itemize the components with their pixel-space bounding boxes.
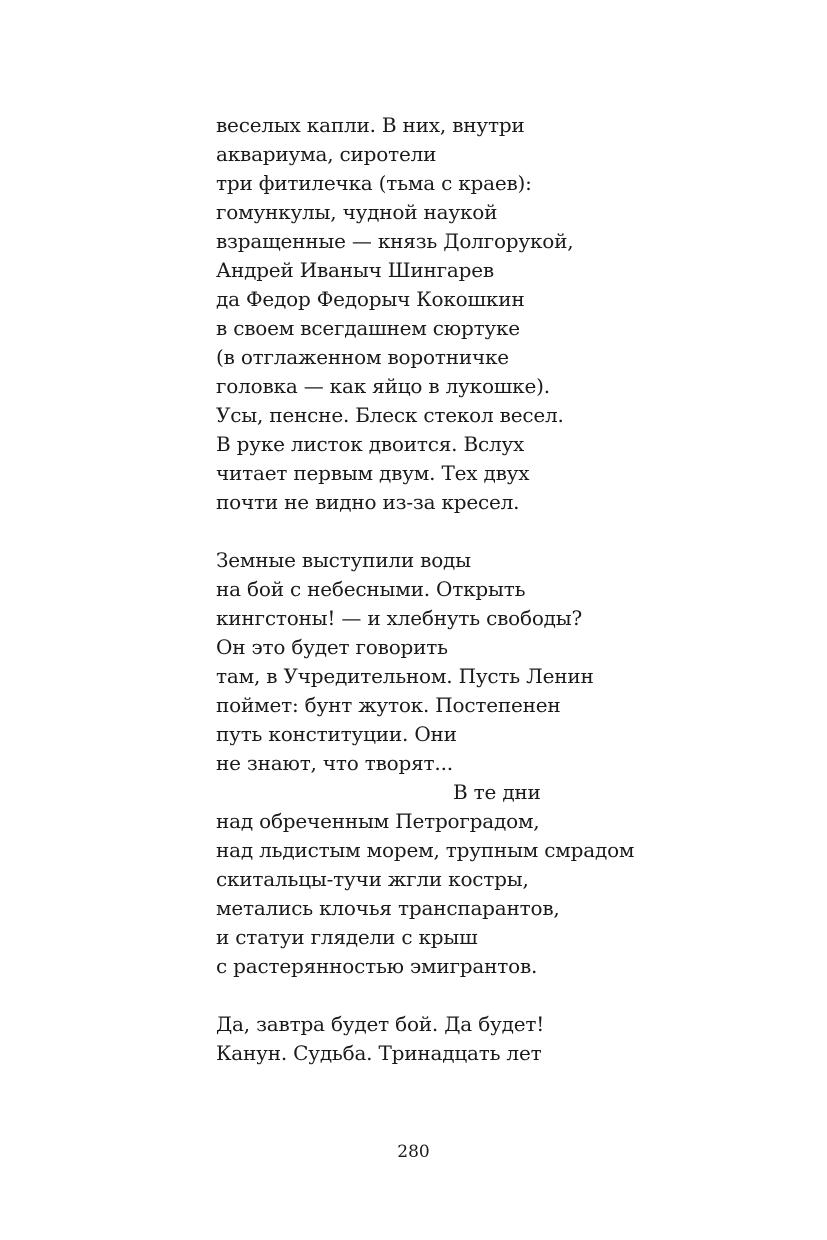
- poem-line: В руке листок двоится. Вслух: [216, 432, 525, 456]
- poem-line: почти не видно из-за кресел.: [216, 490, 520, 514]
- poem-line: Земные выступили воды: [216, 548, 471, 572]
- poem-line: в своем всегдашнем сюртуке: [216, 316, 520, 340]
- poem-line: аквариума, сиротели: [216, 142, 437, 166]
- poem-line: поймет: бунт жуток. Постепенен: [216, 693, 561, 717]
- poem-line: (в отглаженном воротничке: [216, 345, 509, 369]
- poem-line: три фитилечка (тьма с краев):: [216, 171, 532, 195]
- poem-line: Усы, пенсне. Блеск стекол весел.: [216, 403, 564, 427]
- poem-line: головка — как яйцо в лукошке).: [216, 374, 550, 398]
- stanza: [216, 546, 776, 981]
- poem-line: Да, завтра будет бой. Да будет!: [216, 1012, 545, 1036]
- poem-line: с растерянностью эмигрантов.: [216, 954, 538, 978]
- poem-line: да Федор Федорыч Кокошкин: [216, 287, 525, 311]
- poem-line: читает первым двум. Тех двух: [216, 461, 530, 485]
- poem-line: там, в Учредительном. Пусть Ленин: [216, 664, 594, 688]
- page-number: 280: [397, 1142, 430, 1162]
- poem-line: над обреченным Петроградом,: [216, 809, 540, 833]
- poem-line: веселых капли. В них, внутри: [216, 113, 525, 137]
- poem-line: скитальцы-тучи жгли костры,: [216, 867, 529, 891]
- poem-line: Канун. Судьба. Тринадцать лет: [216, 1041, 542, 1065]
- poem-line: метались клочья транспарантов,: [216, 896, 560, 920]
- poem-line: В те дни: [453, 780, 541, 804]
- poem-line: Он это будет говорить: [216, 635, 448, 659]
- poem-line: Андрей Иваныч Шингарев: [216, 258, 494, 282]
- poem-line: над льдистым морем, трупным смрадом: [216, 838, 635, 862]
- poem-line: и статуи глядели с крыш: [216, 925, 478, 949]
- poem-line: путь конституции. Они: [216, 722, 457, 746]
- poem-line: взращенные — князь Долгорукой,: [216, 229, 574, 253]
- poem-line: кингстоны! — и хлебнуть свободы?: [216, 606, 583, 630]
- stanza: [216, 111, 776, 517]
- poem-line: на бой с небесными. Открыть: [216, 577, 526, 601]
- poem-text: [216, 111, 776, 1068]
- poem-line: гомункулы, чудной наукой: [216, 200, 498, 224]
- stanza: [216, 1010, 776, 1068]
- poem-line: не знают, что творят...: [216, 751, 453, 775]
